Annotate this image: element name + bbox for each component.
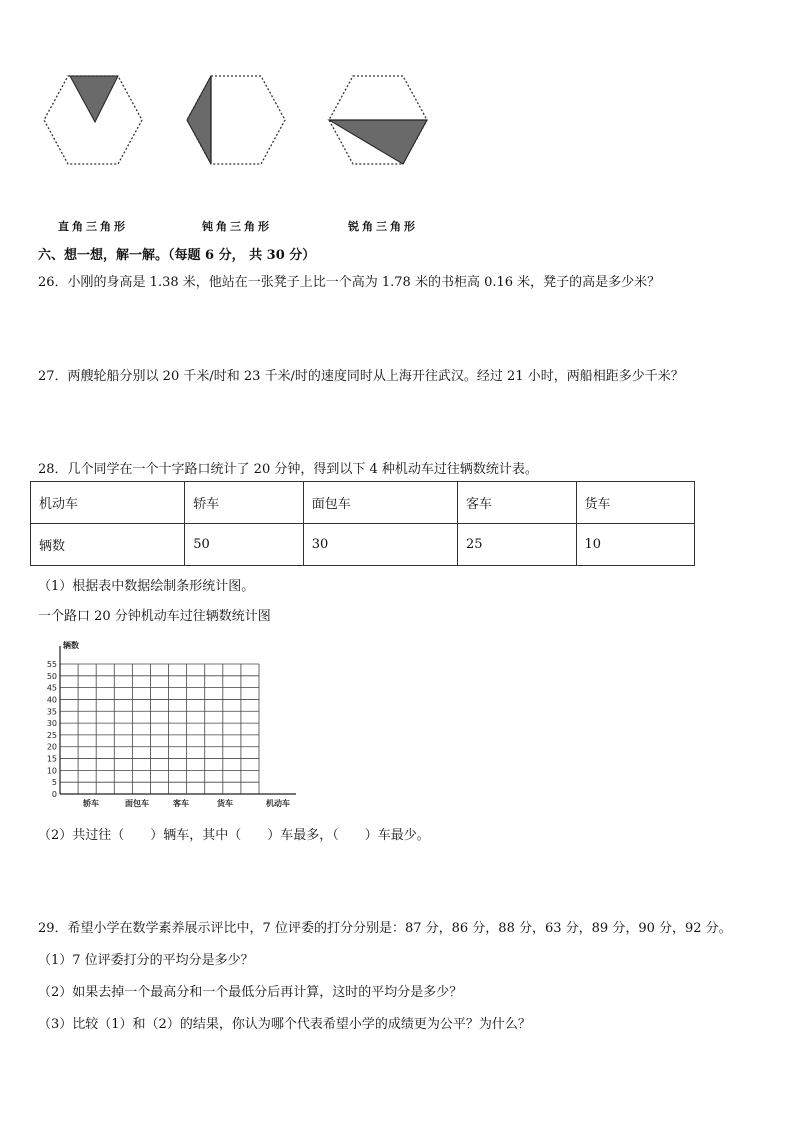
acute-triangle-label: 锐角三角形 <box>348 220 418 233</box>
x-category-label: 货车 <box>217 799 233 808</box>
question-29-part-1: （1）7 位评委打分的平均分是多少？ <box>38 953 254 968</box>
table-cell: 辆数 <box>31 524 185 566</box>
table-cell: 货车 <box>576 482 695 524</box>
x-category-label: 面包车 <box>125 799 149 808</box>
question-29: 29．希望小学在数学素养展示评比中，7 位评委的打分分别是：87 分，86 分，88 分，63 分，89 分，90 分，92 分。 <box>38 921 732 936</box>
question-26: 26．小刚的身高是 1.38 米，他站在一张凳子上比一个高为 1.78 米的书柜高 0.16 米，凳子的高是多少米？ <box>38 275 661 290</box>
y-tick-label: 15 <box>46 754 57 764</box>
y-tick-label: 45 <box>46 683 57 693</box>
section-title: 六、想一想，解一解。（每题 6 分， 共 30 分） <box>38 248 316 263</box>
y-tick-label: 35 <box>46 707 57 717</box>
y-tick-label: 10 <box>46 766 57 776</box>
question-29-part-3: （3）比较（1）和（2）的结果，你认为哪个代表希望小学的成绩更为公平？为什么？ <box>38 1017 531 1032</box>
table-cell: 30 <box>303 524 457 566</box>
table-cell: 面包车 <box>303 482 457 524</box>
table-header-row <box>31 482 695 524</box>
obtuse-triangle-label: 钝角三角形 <box>202 220 272 233</box>
y-tick-label: 5 <box>51 778 57 788</box>
x-category-label: 客车 <box>173 799 189 808</box>
table-cell: 50 <box>185 524 303 566</box>
y-axis-label: 辆数 <box>63 641 79 650</box>
question-29-part-2: （2）如果去掉一个最高分和一个最低分后再计算，这时的平均分是多少？ <box>38 985 463 1000</box>
right-triangle-label: 直角三角形 <box>58 220 128 233</box>
y-tick-label: 50 <box>46 671 57 681</box>
y-tick-label: 30 <box>46 719 57 729</box>
x-axis-label: 机动车 <box>266 799 290 808</box>
table-cell: 轿车 <box>185 482 303 524</box>
table-cell: 10 <box>576 524 695 566</box>
hexagon-obtuse-triangle-figure <box>183 72 289 168</box>
table-cell: 客车 <box>458 482 576 524</box>
y-tick-label: 0 <box>51 790 57 799</box>
table-cell: 机动车 <box>31 482 185 524</box>
x-category-label: 轿车 <box>83 799 99 808</box>
y-tick-label: 20 <box>46 742 57 752</box>
y-tick-label: 25 <box>46 730 57 740</box>
hexagon-right-triangle-figure <box>40 72 146 168</box>
hexagon-acute-triangle-figure <box>325 72 431 168</box>
question-28-part-1: （1）根据表中数据绘制条形统计图。 <box>38 579 255 594</box>
bar-chart-grid <box>28 632 308 812</box>
y-tick-label: 55 <box>46 660 57 669</box>
table-row <box>31 524 695 566</box>
question-28: 28．几个同学在一个十字路口统计了 20 分钟，得到以下 4 种机动车过往辆数统计表。 <box>38 462 538 477</box>
question-27: 27．两艘轮船分别以 20 千米/时和 23 千米/时的速度同时从上海开往武汉。经过 21 小时，两船相距多少千米？ <box>38 369 684 384</box>
question-28-part-2: （2）共过往（ ）辆车，其中（ ）车最多，（ ）车最少。 <box>38 828 430 843</box>
table-cell: 25 <box>458 524 576 566</box>
y-tick-label: 40 <box>46 695 57 705</box>
chart-title: 一个路口 20 分钟机动车过往辆数统计图 <box>38 609 271 624</box>
vehicle-count-table <box>30 481 695 566</box>
